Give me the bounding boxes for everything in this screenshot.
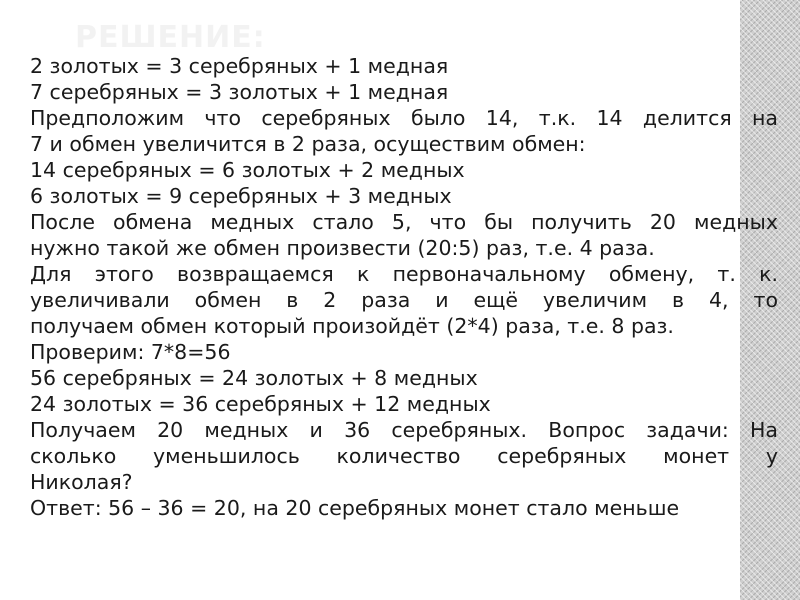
text-line: Ответ: 56 – 36 = 20, на 20 серебряных монет стало меньше — [30, 496, 680, 520]
text-line: 56 серебряных = 24 золотых + 8 медных — [30, 366, 478, 390]
text-line: 24 золотых = 36 серебряных + 12 медных — [30, 392, 491, 416]
text-line: получаем обмен который произойдёт (2*4) раза, т.е. 8 раз. — [30, 314, 674, 338]
text-line: Николая? — [30, 470, 133, 494]
text-line: 2 золотых = 3 серебряных + 1 медная — [30, 54, 449, 78]
text-line: 14 серебряных = 6 золотых + 2 медных — [30, 158, 465, 182]
text-line: сколько уменьшилось количество серебряных монет у — [30, 444, 778, 468]
text-line: Предположим что серебряных было 14, т.к. 14 делится на — [30, 106, 778, 130]
text-line: 7 серебряных = 3 золотых + 1 медная — [30, 80, 449, 104]
text-line: 6 золотых = 9 серебряных + 3 медных — [30, 184, 452, 208]
solution-text — [30, 53, 778, 521]
slide-title: РЕШЕНИЕ: — [75, 20, 266, 55]
text-line: нужно такой же обмен произвести (20:5) раз, т.е. 4 раза. — [30, 236, 655, 260]
text-line: увеличивали обмен в 2 раза и ещё увеличим в 4, то — [30, 288, 778, 312]
text-line: После обмена медных стало 5, что бы получить 20 медных — [30, 210, 778, 234]
text-line: Для этого возвращаемся к первоначальному обмену, т. к. — [30, 262, 778, 286]
text-line: 7 и обмен увеличится в 2 раза, осуществим обмен: — [30, 132, 586, 156]
text-line: Получаем 20 медных и 36 серебряных. Вопрос задачи: На — [30, 418, 778, 442]
text-line: Проверим: 7*8=56 — [30, 340, 231, 364]
